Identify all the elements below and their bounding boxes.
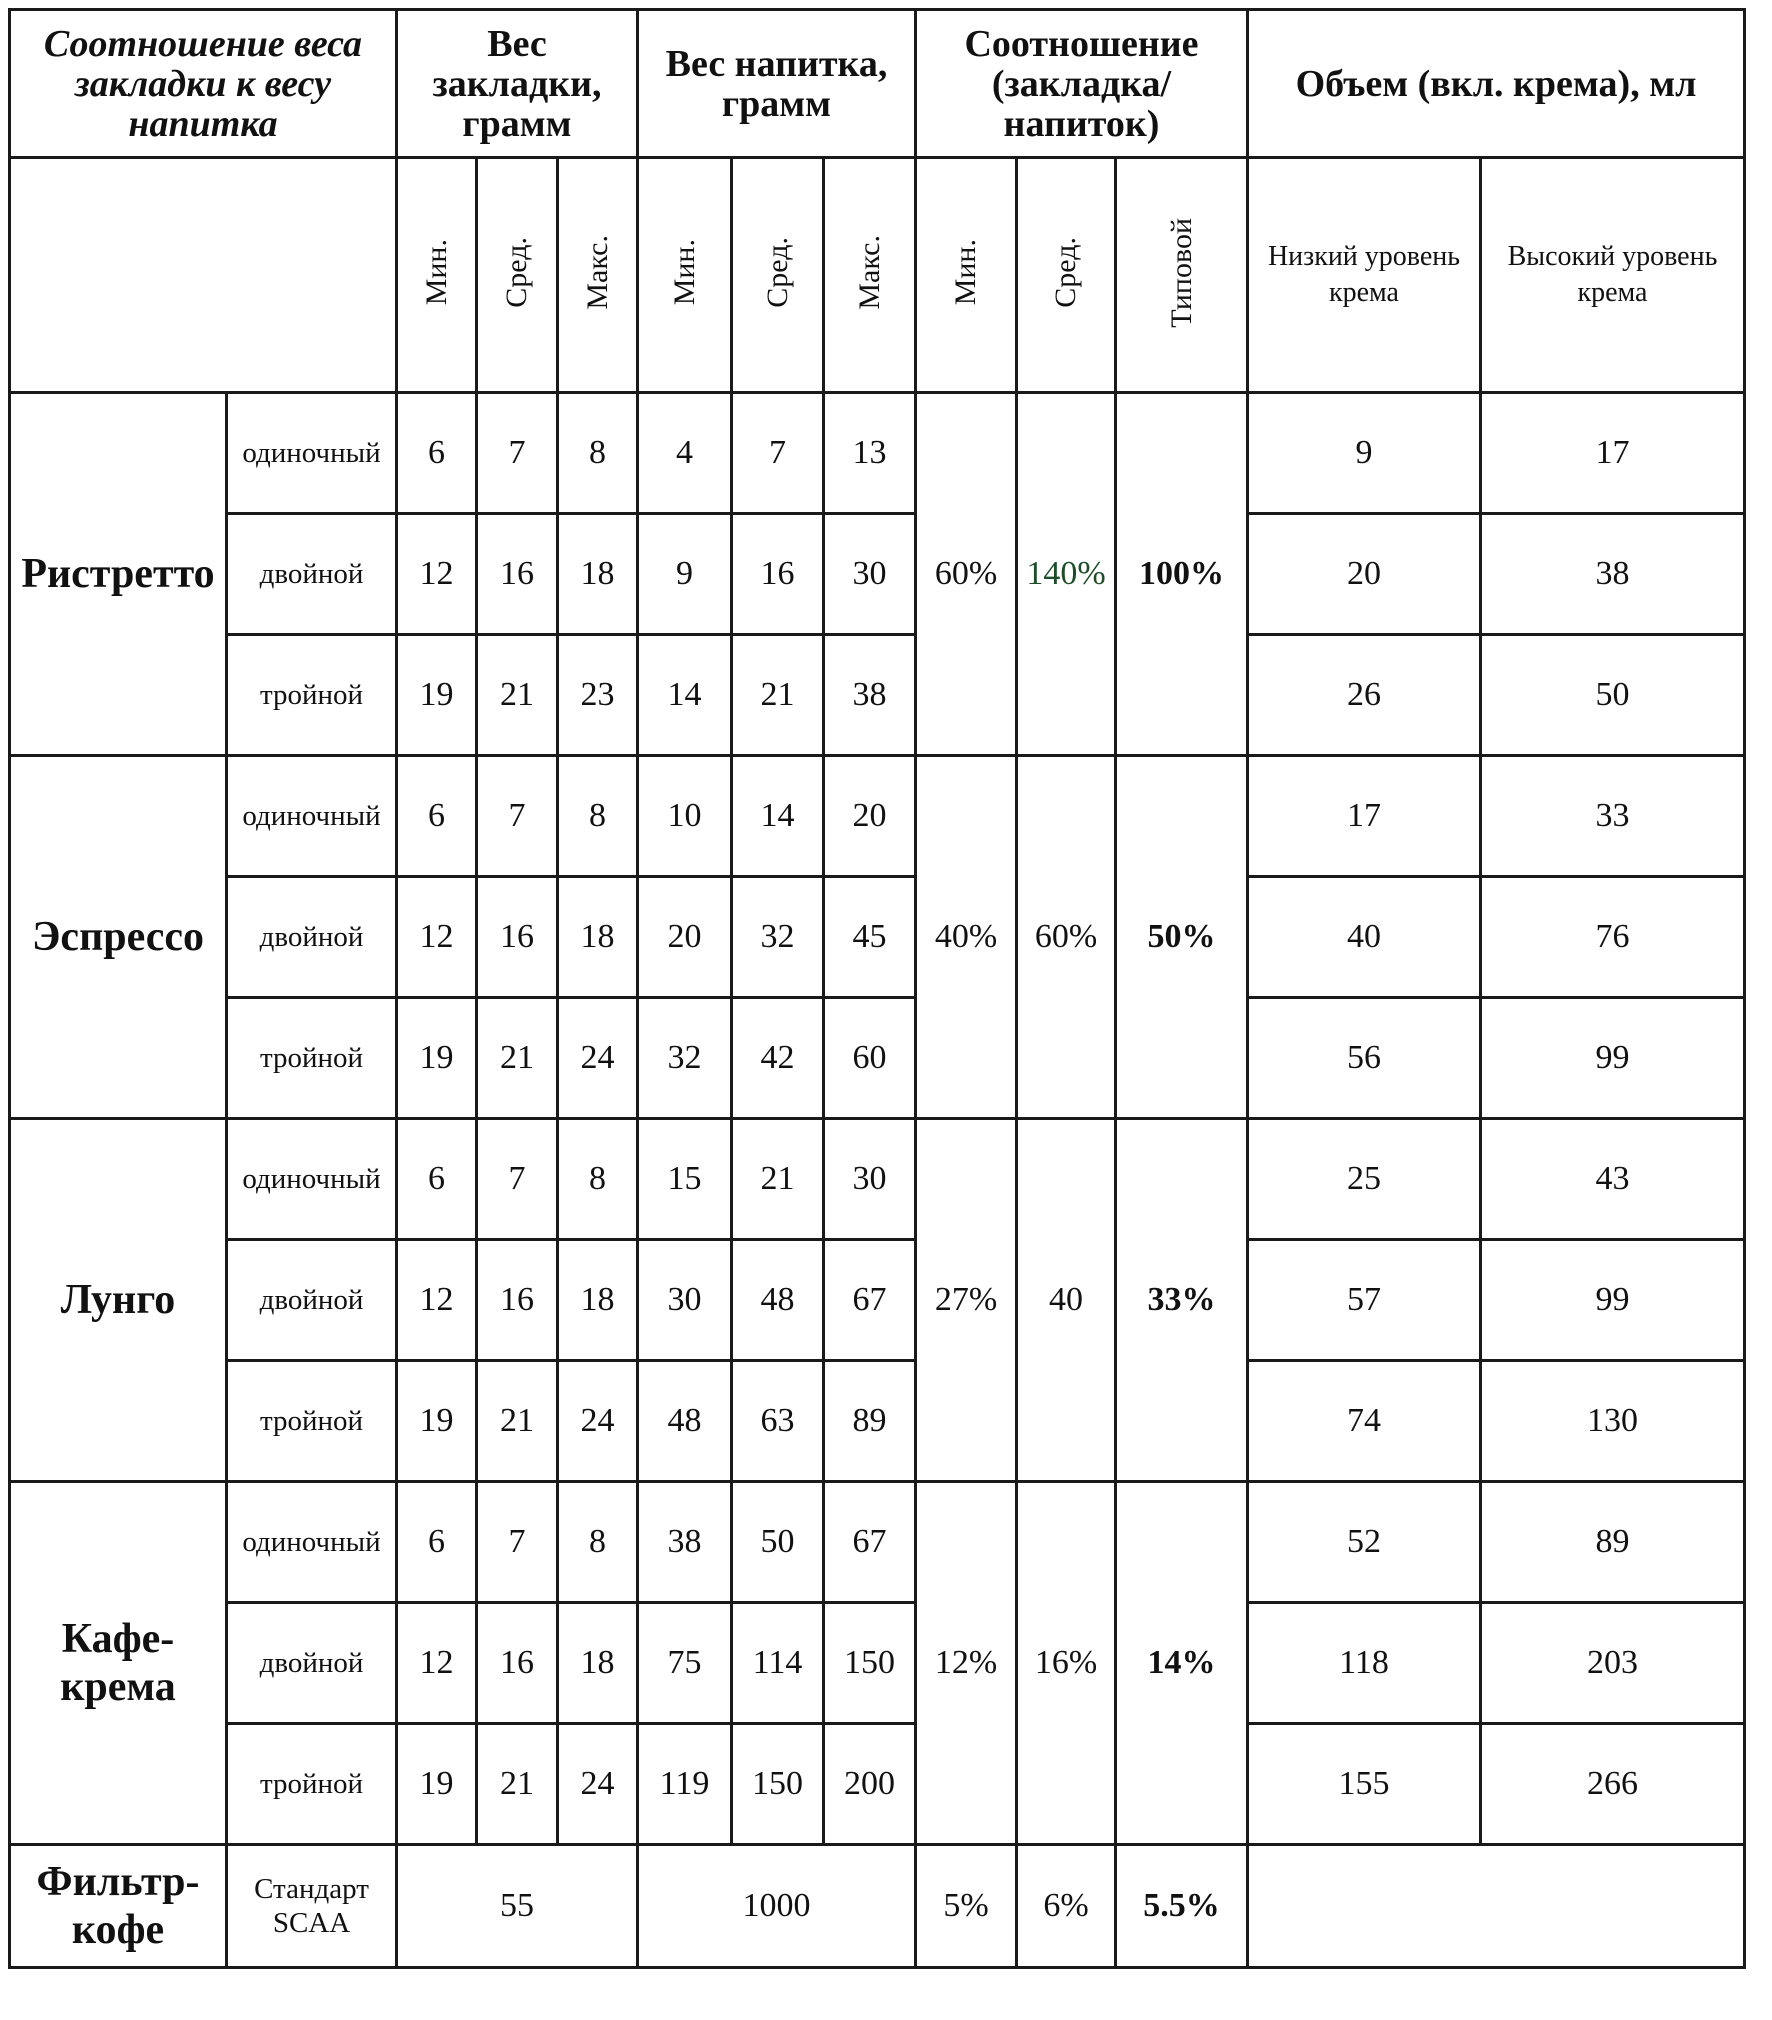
table-row	[10, 877, 1745, 998]
dose-max: 24	[558, 1361, 638, 1482]
subheader-label: Сред.	[1049, 237, 1082, 308]
dose-avg: 16	[477, 514, 558, 635]
dose-max: 24	[558, 1724, 638, 1845]
drink-weight-max: 13	[824, 393, 916, 514]
drink-weight-min: 9	[638, 514, 732, 635]
drink-weight-min: 10	[638, 756, 732, 877]
subheader-drink-avg	[732, 158, 824, 393]
table-row	[10, 514, 1745, 635]
drink-weight-avg: 7	[732, 393, 824, 514]
header-volume: Объем (вкл. крема), мл	[1248, 10, 1745, 158]
drink-name: Эспрессо	[10, 756, 227, 1119]
dose-min: 19	[397, 1361, 477, 1482]
drink-weight-avg: 50	[732, 1482, 824, 1603]
subheader-label: Мин.	[949, 239, 982, 306]
table-row	[10, 1603, 1745, 1724]
subheader-label: Макс.	[580, 235, 614, 310]
dose-min: 19	[397, 1724, 477, 1845]
dose-min: 12	[397, 1603, 477, 1724]
volume-low-crema: 118	[1248, 1603, 1481, 1724]
table-row-filter	[10, 1845, 1745, 1968]
drink-weight-min: 38	[638, 1482, 732, 1603]
volume-high-crema: 17	[1481, 393, 1745, 514]
dose-max: 8	[558, 1119, 638, 1240]
header-drink-weight: Вес напитка, грамм	[638, 10, 916, 158]
subheader-label: Сред.	[760, 237, 794, 308]
ratio-min: 27%	[916, 1119, 1017, 1482]
dose-avg: 21	[477, 998, 558, 1119]
subheader-dose-max	[558, 158, 638, 393]
dose-avg: 7	[477, 1119, 558, 1240]
drink-weight-min: 119	[638, 1724, 732, 1845]
drink-weight-avg: 16	[732, 514, 824, 635]
shot-level: одиночный	[227, 756, 397, 877]
volume-low-crema: 56	[1248, 998, 1481, 1119]
volume-high-crema: 43	[1481, 1119, 1745, 1240]
shot-level: тройной	[227, 998, 397, 1119]
shot-level: двойной	[227, 1603, 397, 1724]
ratio-avg: 140%	[1017, 393, 1116, 756]
dose-min: 12	[397, 877, 477, 998]
ratio-min: 60%	[916, 393, 1017, 756]
dose-max: 18	[558, 1603, 638, 1724]
shot-level: тройной	[227, 635, 397, 756]
dose-max: 23	[558, 635, 638, 756]
volume-high-crema: 130	[1481, 1361, 1745, 1482]
subheader-low-crema: Низкий уровень крема	[1248, 158, 1481, 393]
dose-avg: 21	[477, 1724, 558, 1845]
subheader-label: Типовой	[1164, 217, 1198, 328]
ratio-min: 12%	[916, 1482, 1017, 1845]
table-row	[10, 756, 1745, 877]
dose-max: 24	[558, 998, 638, 1119]
table-row	[10, 998, 1745, 1119]
volume-high-crema: 38	[1481, 514, 1745, 635]
table-row	[10, 393, 1745, 514]
volume-low-crema: 155	[1248, 1724, 1481, 1845]
table-row	[10, 1361, 1745, 1482]
drink-weight-min: 32	[638, 998, 732, 1119]
volume-high-crema: 203	[1481, 1603, 1745, 1724]
volume-high-crema: 266	[1481, 1724, 1745, 1845]
drink-weight-max: 67	[824, 1240, 916, 1361]
coffee-ratio-table	[8, 8, 1746, 1969]
volume-high-crema: 99	[1481, 998, 1745, 1119]
ratio-avg: 60%	[1017, 756, 1116, 1119]
filter-standard: Стандарт SCAA	[227, 1845, 397, 1968]
shot-level: тройной	[227, 1724, 397, 1845]
table-row	[10, 635, 1745, 756]
ratio-typical: 100%	[1116, 393, 1248, 756]
ratio-min: 40%	[916, 756, 1017, 1119]
shot-level: тройной	[227, 1361, 397, 1482]
subheader-label: Макс.	[852, 235, 886, 310]
drink-name: Фильтр-кофе	[10, 1845, 227, 1968]
filter-drink-weight: 1000	[638, 1845, 916, 1968]
drink-weight-avg: 48	[732, 1240, 824, 1361]
subheader-high-crema: Высокий уровень крема	[1481, 158, 1745, 393]
drink-name: Лунго	[10, 1119, 227, 1482]
subheader-label: Мин.	[667, 239, 701, 306]
volume-low-crema: 25	[1248, 1119, 1481, 1240]
subheader-drink-min	[638, 158, 732, 393]
subheader-dose-min	[397, 158, 477, 393]
table-row	[10, 1119, 1745, 1240]
volume-low-crema: 9	[1248, 393, 1481, 514]
subheader-ratio-typical	[1116, 158, 1248, 393]
ratio-typical: 5.5%	[1116, 1845, 1248, 1968]
dose-avg: 21	[477, 1361, 558, 1482]
subheader-label: Сред.	[500, 237, 533, 308]
dose-min: 12	[397, 514, 477, 635]
drink-weight-max: 60	[824, 998, 916, 1119]
header-ratio: Соотношение (закладка/ напиток)	[916, 10, 1248, 158]
drink-weight-max: 150	[824, 1603, 916, 1724]
drink-weight-min: 75	[638, 1603, 732, 1724]
dose-avg: 16	[477, 1240, 558, 1361]
shot-level: двойной	[227, 514, 397, 635]
table-row	[10, 1482, 1745, 1603]
drink-weight-min: 48	[638, 1361, 732, 1482]
ratio-typical: 50%	[1116, 756, 1248, 1119]
drink-weight-max: 67	[824, 1482, 916, 1603]
dose-max: 8	[558, 1482, 638, 1603]
drink-weight-max: 45	[824, 877, 916, 998]
table-row	[10, 1724, 1745, 1845]
dose-max: 18	[558, 877, 638, 998]
volume-low-crema: 26	[1248, 635, 1481, 756]
volume-low-crema: 52	[1248, 1482, 1481, 1603]
ratio-avg: 16%	[1017, 1482, 1116, 1845]
header-dose-weight: Вес закладки, грамм	[397, 10, 638, 158]
ratio-avg: 6%	[1017, 1845, 1116, 1968]
volume-low-crema: 20	[1248, 514, 1481, 635]
subheader-dose-avg	[477, 158, 558, 393]
drink-weight-min: 14	[638, 635, 732, 756]
drink-weight-max: 30	[824, 1119, 916, 1240]
filter-volume-empty	[1248, 1845, 1745, 1968]
dose-min: 12	[397, 1240, 477, 1361]
drink-weight-avg: 21	[732, 635, 824, 756]
volume-high-crema: 76	[1481, 877, 1745, 998]
dose-avg: 7	[477, 1482, 558, 1603]
dose-max: 18	[558, 1240, 638, 1361]
shot-level: одиночный	[227, 393, 397, 514]
ratio-min: 5%	[916, 1845, 1017, 1968]
drink-weight-avg: 21	[732, 1119, 824, 1240]
drink-weight-min: 4	[638, 393, 732, 514]
drink-weight-avg: 32	[732, 877, 824, 998]
dose-avg: 16	[477, 877, 558, 998]
table-row	[10, 1240, 1745, 1361]
drink-weight-max: 30	[824, 514, 916, 635]
ratio-typical: 14%	[1116, 1482, 1248, 1845]
dose-min: 6	[397, 393, 477, 514]
dose-avg: 7	[477, 393, 558, 514]
header-ratio-title: Соотношение веса закладки к весу напитка	[10, 10, 397, 158]
dose-min: 6	[397, 1119, 477, 1240]
filter-dose: 55	[397, 1845, 638, 1968]
shot-level: одиночный	[227, 1119, 397, 1240]
drink-weight-avg: 63	[732, 1361, 824, 1482]
dose-max: 8	[558, 393, 638, 514]
dose-avg: 16	[477, 1603, 558, 1724]
dose-min: 19	[397, 998, 477, 1119]
subheader-drink-max	[824, 158, 916, 393]
dose-min: 6	[397, 1482, 477, 1603]
dose-avg: 21	[477, 635, 558, 756]
dose-min: 19	[397, 635, 477, 756]
dose-min: 6	[397, 756, 477, 877]
drink-name: Кафе-крема	[10, 1482, 227, 1845]
subheader-label: Мин.	[419, 239, 453, 306]
dose-avg: 7	[477, 756, 558, 877]
drink-weight-avg: 150	[732, 1724, 824, 1845]
volume-high-crema: 99	[1481, 1240, 1745, 1361]
drink-weight-avg: 42	[732, 998, 824, 1119]
dose-max: 8	[558, 756, 638, 877]
dose-max: 18	[558, 514, 638, 635]
volume-high-crema: 89	[1481, 1482, 1745, 1603]
volume-low-crema: 40	[1248, 877, 1481, 998]
drink-name: Ристретто	[10, 393, 227, 756]
drink-weight-max: 38	[824, 635, 916, 756]
drink-weight-min: 30	[638, 1240, 732, 1361]
drink-weight-max: 200	[824, 1724, 916, 1845]
drink-weight-avg: 114	[732, 1603, 824, 1724]
volume-low-crema: 17	[1248, 756, 1481, 877]
volume-low-crema: 74	[1248, 1361, 1481, 1482]
subheader-blank	[10, 158, 397, 393]
shot-level: одиночный	[227, 1482, 397, 1603]
volume-high-crema: 50	[1481, 635, 1745, 756]
ratio-typical: 33%	[1116, 1119, 1248, 1482]
drink-weight-max: 20	[824, 756, 916, 877]
drink-weight-max: 89	[824, 1361, 916, 1482]
subheader-ratio-avg	[1017, 158, 1116, 393]
volume-low-crema: 57	[1248, 1240, 1481, 1361]
drink-weight-avg: 14	[732, 756, 824, 877]
ratio-avg: 40	[1017, 1119, 1116, 1482]
subheader-ratio-min	[916, 158, 1017, 393]
shot-level: двойной	[227, 877, 397, 998]
drink-weight-min: 15	[638, 1119, 732, 1240]
shot-level: двойной	[227, 1240, 397, 1361]
volume-high-crema: 33	[1481, 756, 1745, 877]
drink-weight-min: 20	[638, 877, 732, 998]
